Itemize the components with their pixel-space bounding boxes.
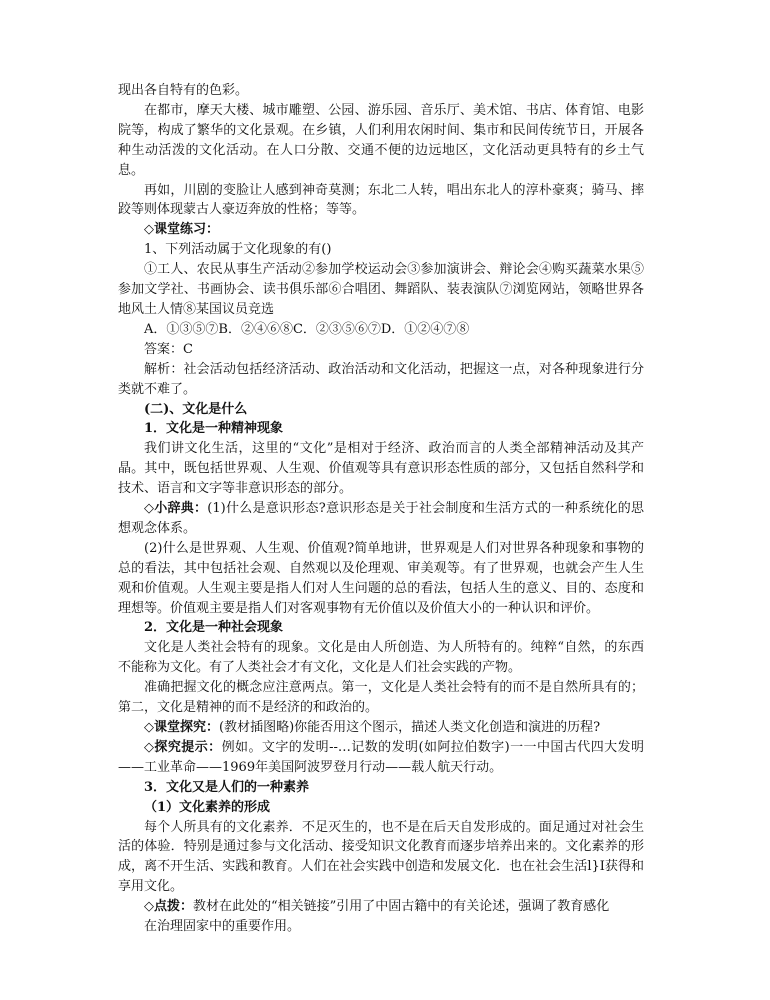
answer-line: 答案：C (144, 341, 193, 357)
dictionary-label: ◇小辞典： (144, 501, 208, 517)
dictionary-note (118, 499, 644, 539)
tip-note (118, 897, 644, 917)
tip-continuation: 在治理固家中的重要作用。 (144, 919, 301, 935)
paragraph-0: 现出各自特有的色彩。 (118, 83, 249, 98)
question-1-options: A．①③⑤⑦B．②④⑥⑧C．②③⑤⑥⑦D．①②④⑦⑧ (144, 321, 470, 337)
paragraph-social-phenomenon: 文化是人类社会特有的现象。文化是由人所创造、为人所特有的。纯粹“自然，的东西不能称为文化。有了人类社会才有文化，文化是人们社会实践的产物。 (118, 640, 644, 676)
inquiry-hint-text: 例如。文字的发明--…记数的发明(如阿拉伯数字)一一中国古代四大发明——工业革命——1969年美国阿波罗登月行动——载人航天行动。 (118, 739, 644, 775)
inquiry-label: ◇课堂探究： (144, 720, 219, 735)
inquiry-note (118, 718, 644, 738)
inquiry-hint-note (118, 738, 644, 778)
paragraph-1: 在都市，摩天大楼、城市雕塑、公园、游乐园、音乐厅、美术馆、书店、体育馆、电影院等，构成了繁华的文化景观。在乡镇，人们利用农闲时间、集市和民间传统节日，开展各种生动活泼的文化活动。在人口分散、交通不便的边远地区，文化活动更具特有的乡土气息。 (118, 102, 644, 178)
section-heading-what-is-culture: (二)、文化是什么 (144, 401, 248, 417)
subheading-cultural-literacy: 3．文化又是人们的一种素养 (144, 779, 310, 795)
paragraph-2: 再如，川剧的变脸让人感到神奇莫测；东北二人转，唱出东北人的淳朴豪爽；骑马、摔跤等则体现蒙古人豪迈奔放的性格；等等。 (118, 182, 644, 218)
inquiry-text: (教材插图略)你能否用这个图示，描述人类文化创造和演进的历程? (219, 720, 601, 735)
subheading-literacy-formation: （1）文化素养的形成 (144, 799, 271, 815)
tip-text: 教材在此处的“相关链接”引用了中固古籍中的有关论述，强调了教育感化 (193, 899, 610, 915)
inquiry-hint-label: ◇探究提示： (144, 739, 222, 755)
question-1: 1、下列活动属于文化现象的有() (144, 242, 332, 258)
analysis-line: 解析：社会活动包括经济活动、政治活动和文化活动，把握这一点，对各种现象进行分类就不难了。 (118, 361, 644, 397)
tip-label: ◇点拨： (144, 899, 193, 915)
paragraph-literacy-formation: 每个人所具有的文化素养．不足灭生的，也不是在后天自发形成的。面足通过对社会生活的体验．特别是通过参与文化活动、接受知识文化教育而逐步培养出来的。文化素养的形成，离不开生活、实践和教育。人们在社会实践中创造和发展文化．也在社会生活l}I获得和享用文化。 (118, 819, 644, 895)
paragraph-worldview: (2)什么是世界观、人生观、价值观?简单地讲，世界观是人们对世界各种现象和事物的总的看法，其中包括社会观、自然观以及伦理观、审美观等。有了世界观，也就会产生人生观和价值观。人生观主要是指人们对人生问题的总的看法，包括人生的意义、目的、态度和理想等。价值观主要是指人们对客观事物有无价值以及价值大小的一种认识和评价。 (118, 540, 644, 616)
practice-label-line (118, 220, 644, 240)
practice-label: ◇课堂练习： (144, 222, 219, 238)
dictionary-text: (1)什么是意识形态?意识形态是关于社会制度和生活方式的一种系统化的思想观念体系。 (118, 501, 644, 536)
paragraph-two-points: 准确把握文化的概念应注意两点。第一，文化是人类社会特有的而不是自然所具有的；第二，文化是精神的而不是经济的和政治的。 (118, 680, 644, 716)
paragraph-culture-definition: 我们讲文化生活，这里的“文化”是相对于经济、政治而言的人类全部精神活动及其产晶。其中，既包括世界观、人生观、价值观等具有意识形态性质的部分，又包括自然科学和技术、语言和文字等非意识形态的部分。 (118, 441, 644, 497)
subheading-spiritual-phenomenon: 1．文化是一种精神现象 (144, 421, 284, 437)
question-1-items: ①工人、农民从事生产活动②参加学校运动会③参加演讲会、辩论会④购买蔬菜水果⑤参加文学社、书画协会、读书俱乐部⑥合唱团、舞蹈队、装表演队⑦浏览网站，领略世界各地风土人情⑧某国议员竞选 (118, 262, 644, 317)
subheading-social-phenomenon: 2．文化是一种社会现象 (144, 620, 284, 636)
